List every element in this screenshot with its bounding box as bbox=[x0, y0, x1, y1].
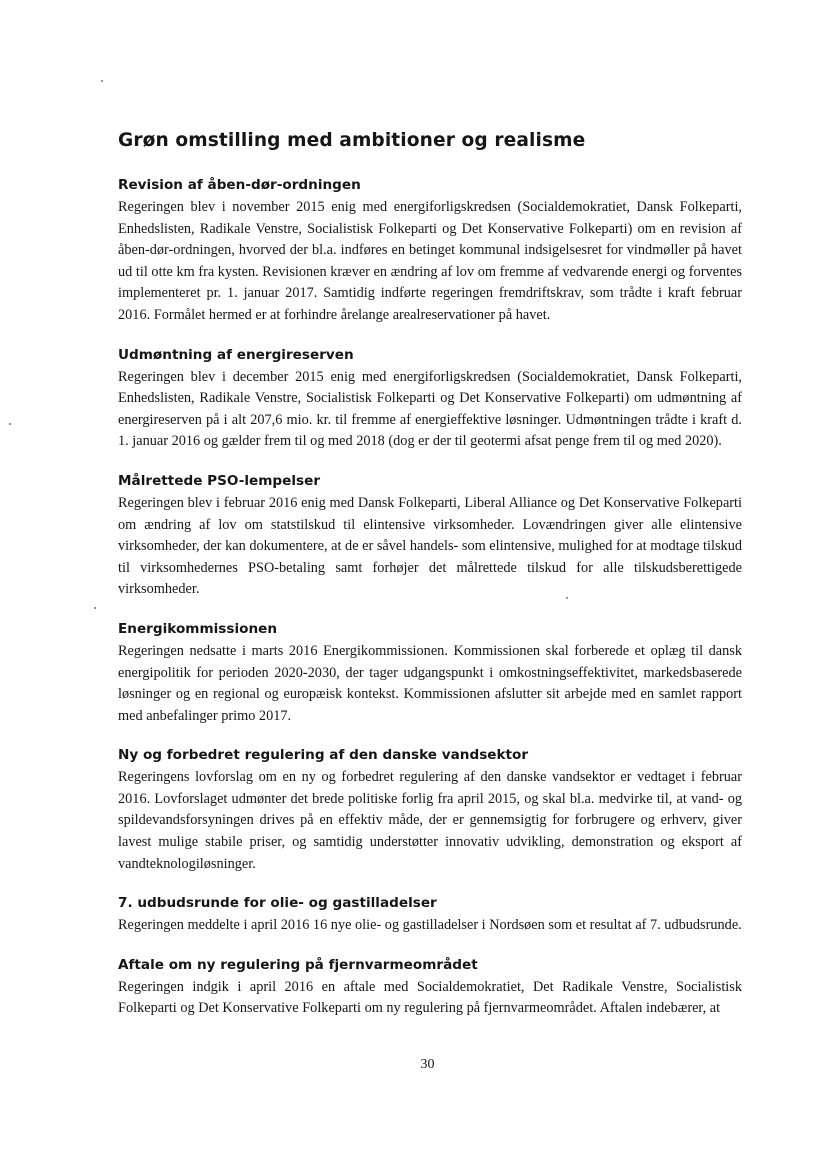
section-vandsektor bbox=[118, 746, 742, 875]
section-udbudsrunde bbox=[118, 894, 742, 937]
section-revision bbox=[118, 176, 742, 327]
section-heading: Målrettede PSO-lempelser bbox=[118, 472, 321, 489]
page-title: Grøn omstilling med ambitioner og realisme bbox=[118, 130, 586, 151]
section-heading: Ny og forbedret regulering af den danske vandsektor bbox=[118, 747, 529, 764]
section-paragraph: Regeringen blev i november 2015 enig med energiforligskredsen (Socialdemokratiet, Dansk Folkeparti, Enhedslisten, Radikale Venstre, Socialistisk Folkeparti og Det Konservative Folkeparti) om en revision af åben-dør-ordningen, hvorved der bl.a. indføres en betinget kommunal indsigelsesret for vindmøller på havet ud til otte km fra kysten. Revisionen kræver en ændring af lov om fremme af vedvarende energi og forventes implementeret pr. 1. januar 2017. Samtidig indførte regeringen fremdriftskrav, som trådte i kraft februar 2016. Formålet hermed er at forhindre årelange arealreservationer på havet. bbox=[118, 199, 742, 323]
section-heading: Aftale om ny regulering på fjernvarmeområdet bbox=[118, 956, 478, 973]
scan-speck bbox=[9, 423, 11, 425]
section-heading: Energikommissionen bbox=[118, 620, 278, 637]
section-paragraph: Regeringen blev i december 2015 enig med energiforligskredsen (Socialdemokratiet, Dansk Folkeparti, Enhedslisten, Radikale Venstre, Socialistisk Folkeparti og Det Konservative Folkeparti) om udmøntning af energireserven på i alt 207,6 mio. kr. til fremme af energieffektive løsninger. Udmøntningen trådte i kraft d. 1. januar 2016 og gælder frem til og med 2018 (dog er der til geotermi afsat penge frem til og med 2020). bbox=[118, 368, 742, 450]
scan-speck bbox=[101, 80, 103, 82]
section-paragraph: Regeringen nedsatte i marts 2016 Energikommissionen. Kommissionen skal forberede et oplæg til dansk energipolitik for perioden 2020-2030, der tager udgangspunkt i omkostningseffektivitet, markedsbaserede løsninger og en regional og europæisk kontekst. Kommissionen afslutter sit arbejde med en samlet rapport med anbefalinger primo 2017. bbox=[118, 642, 742, 724]
section-heading: Udmøntning af energireserven bbox=[118, 346, 354, 363]
section-energikommissionen bbox=[118, 620, 742, 727]
section-paragraph: Regeringen meddelte i april 2016 16 nye olie- og gastilladelser i Nordsøen som et resultat af 7. udbudsrunde. bbox=[118, 917, 742, 934]
page-number: 30 bbox=[420, 1057, 435, 1072]
section-heading: Revision af åben-dør-ordningen bbox=[118, 177, 361, 193]
scan-speck bbox=[94, 607, 96, 609]
section-heading: 7. udbudsrunde for olie- og gastilladelser bbox=[118, 895, 437, 912]
section-energireserven bbox=[118, 346, 742, 453]
section-fjernvarme bbox=[118, 956, 742, 1020]
section-pso-lempelser bbox=[118, 472, 742, 601]
section-paragraph: Regeringens lovforslag om en ny og forbedret regulering af den danske vandsektor er vedtaget i februar 2016. Lovforslaget udmønter det brede politiske forlig fra april 2015, og skal bl.a. medvirke til, at vand- og spildevandsforsyningen drives på en effektiv måde, der er gennemsigtig for forbrugere og erhverv, giver lavest mulige stabile priser, og samtidig understøtter innovativ udvikling, demonstration og eksport af vandteknologiløsninger. bbox=[118, 769, 742, 872]
document-page bbox=[118, 128, 742, 1039]
section-paragraph: Regeringen indgik i april 2016 en aftale med Socialdemokratiet, Det Radikale Venstre, Socialistisk Folkeparti og Det Konservative Folkeparti om ny regulering på fjernvarmeområdet. Aftalen indebærer, at bbox=[118, 978, 742, 1017]
section-paragraph: Regeringen blev i februar 2016 enig med Dansk Folkeparti, Liberal Alliance og Det Konservative Folkeparti om ændring af lov om statstilskud til elintensive virksomheder. Lovændringen giver alle elintensive virksomheder, der kan dokumentere, at de er såvel handels- som elintensive, mulighed for at modtage tilskud til virksomhedernes PSO-betaling samt forhøjer det målrettede tilskud for alle tilskudsberettigede virksomheder. bbox=[118, 494, 742, 598]
